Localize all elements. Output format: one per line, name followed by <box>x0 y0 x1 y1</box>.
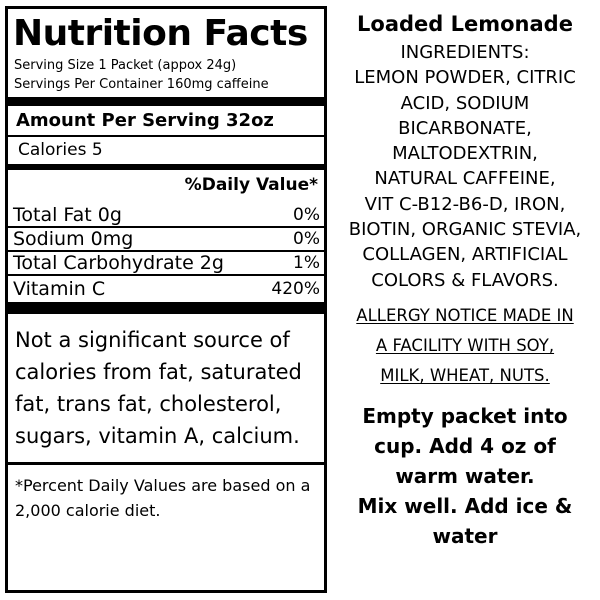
serving-size: Serving Size 1 Packet (appox 24g) <box>14 58 237 73</box>
nutrient-daily-value: 1% <box>293 253 320 273</box>
directions-line: Empty packet into <box>362 403 568 428</box>
directions-line: cup. Add 4 oz of <box>374 433 556 458</box>
allergy-line: A FACILITY WITH SOY, <box>375 335 555 355</box>
ingredients-line: LEMON POWDER, CITRIC <box>354 67 576 89</box>
ingredients-line: BICARBONATE, <box>398 117 532 139</box>
directions-line: warm water. <box>395 463 535 488</box>
allergy-line: MILK, WHEAT, NUTS. <box>380 365 550 385</box>
calories: Calories 5 <box>18 140 103 160</box>
nutrient-row-total-carbohydrate <box>8 252 324 276</box>
nutrient-name: Vitamin C <box>13 278 106 300</box>
ingredients-list <box>330 40 600 293</box>
nutrient-name: Total Carbohydrate 2g <box>13 252 224 274</box>
ingredients-line: ACID, SODIUM <box>400 92 530 114</box>
nutrient-row-vitamin-c <box>8 276 324 300</box>
nutrient-row-sodium <box>8 228 324 252</box>
product-info <box>330 10 600 551</box>
ingredients-line: NATURAL CAFFEINE, <box>374 168 556 190</box>
daily-value-header: %Daily Value* <box>184 175 318 195</box>
ingredients-line: COLLAGEN, ARTIFICIAL <box>362 244 568 266</box>
nutrient-daily-value: 420% <box>271 279 320 299</box>
directions-line: Mix well. Add ice & <box>357 493 573 518</box>
nutrient-name: Sodium 0mg <box>13 228 134 250</box>
daily-value-footnote: *Percent Daily Values are based on a 2,000 calorie diet. <box>15 476 311 520</box>
amount-per-serving: Amount Per Serving 32oz <box>16 110 274 131</box>
nutrition-facts-title: Nutrition Facts <box>13 13 308 54</box>
ingredients-line: BIOTIN, ORGANIC STEVIA, <box>348 219 582 241</box>
directions-line: water <box>432 523 498 548</box>
directions <box>330 401 600 551</box>
nutrient-daily-value: 0% <box>293 205 320 225</box>
nutrition-note: Not a significant source of calories from fat, saturated fat, trans fat, cholesterol, sugars, vitamin A, calcium. <box>15 328 302 448</box>
thick-divider <box>8 97 324 106</box>
allergy-line: ALLERGY NOTICE MADE IN <box>356 305 574 325</box>
ingredients-line: MALTODEXTRIN, <box>392 143 538 165</box>
ingredients-line: VIT C-B12-B6-D, IRON, <box>364 193 566 215</box>
ingredients-line: INGREDIENTS: <box>400 42 530 63</box>
allergy-notice <box>330 301 600 391</box>
thick-divider <box>8 302 324 314</box>
nutrient-daily-value: 0% <box>293 229 320 249</box>
product-name: Loaded Lemonade <box>357 12 573 36</box>
servings-per-container: Servings Per Container 160mg caffeine <box>14 77 269 92</box>
nutrient-row-total-fat <box>8 204 324 228</box>
ingredients-line: COLORS & FLAVORS. <box>371 269 559 291</box>
nutrition-facts-label <box>5 6 327 593</box>
nutrient-name: Total Fat 0g <box>13 204 122 226</box>
